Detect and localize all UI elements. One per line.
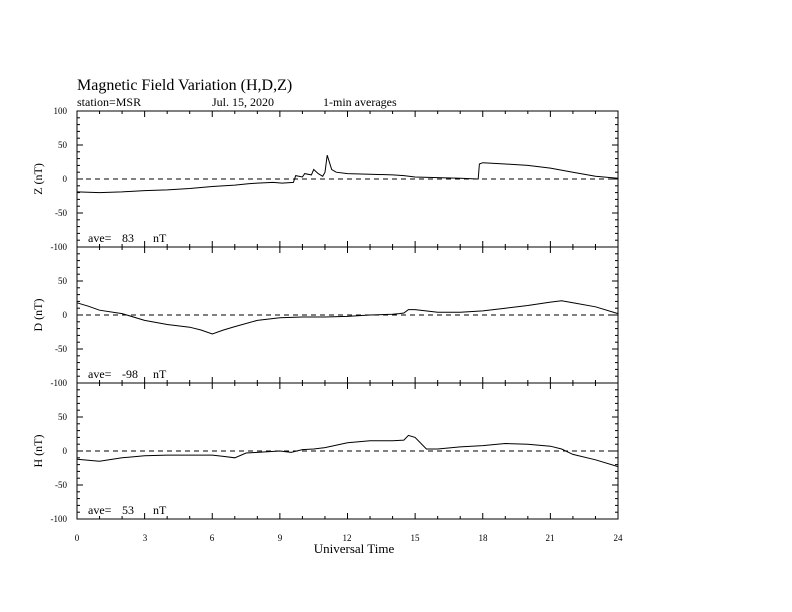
z-axis-label: Z (nT) (31, 163, 45, 195)
z-ave-label: ave= (88, 231, 112, 245)
x-tick-label: 24 (613, 533, 623, 543)
d-tick-label: 50 (58, 276, 67, 286)
x-tick-label: 12 (342, 533, 352, 543)
h-ave-label: ave= (88, 503, 112, 517)
z-tick-label: 50 (58, 140, 67, 150)
x-tick-label: 18 (478, 533, 488, 543)
d-trace (77, 301, 618, 334)
h-ave-unit: nT (153, 503, 167, 517)
h-ave-value: 53 (122, 503, 134, 517)
chart-title: Magnetic Field Variation (H,D,Z) (77, 77, 293, 94)
d-ave-value: -98 (122, 367, 138, 381)
panel-z (31, 106, 618, 252)
x-tick-label: 3 (142, 533, 148, 543)
h-tick-label: 0 (62, 446, 67, 456)
z-tick-label: -100 (50, 242, 67, 252)
z-ave-unit: nT (153, 231, 167, 245)
x-tick-label: 6 (209, 533, 215, 543)
x-tick-label: 21 (545, 533, 555, 543)
h-axis-label: H (nT) (31, 434, 45, 468)
d-ave-label: ave= (88, 367, 112, 381)
d-tick-label: 0 (62, 310, 67, 320)
h-tick-label: 50 (58, 412, 67, 422)
x-tick-label: 9 (277, 533, 283, 543)
x-axis-label: Universal Time (313, 541, 395, 556)
panel-d (31, 247, 618, 388)
averaging-label: 1-min averages (323, 95, 397, 109)
z-tick-label: 0 (62, 174, 67, 184)
d-ave-unit: nT (153, 367, 167, 381)
h-tick-label: -50 (55, 480, 67, 490)
panel-h (31, 383, 618, 524)
d-tick-label: -50 (55, 344, 67, 354)
d-tick-label: -100 (50, 378, 67, 388)
d-axis-label: D (nT) (31, 298, 45, 332)
station-label: station=MSR (77, 95, 142, 109)
z-tick-label: -50 (55, 208, 67, 218)
x-tick-label: 15 (410, 533, 420, 543)
z-ave-value: 83 (122, 231, 134, 245)
h-tick-label: -100 (50, 514, 67, 524)
date-label: Jul. 15, 2020 (212, 95, 275, 109)
z-tick-label: 100 (53, 106, 67, 116)
z-trace (77, 155, 618, 192)
x-tick-label: 0 (74, 533, 80, 543)
